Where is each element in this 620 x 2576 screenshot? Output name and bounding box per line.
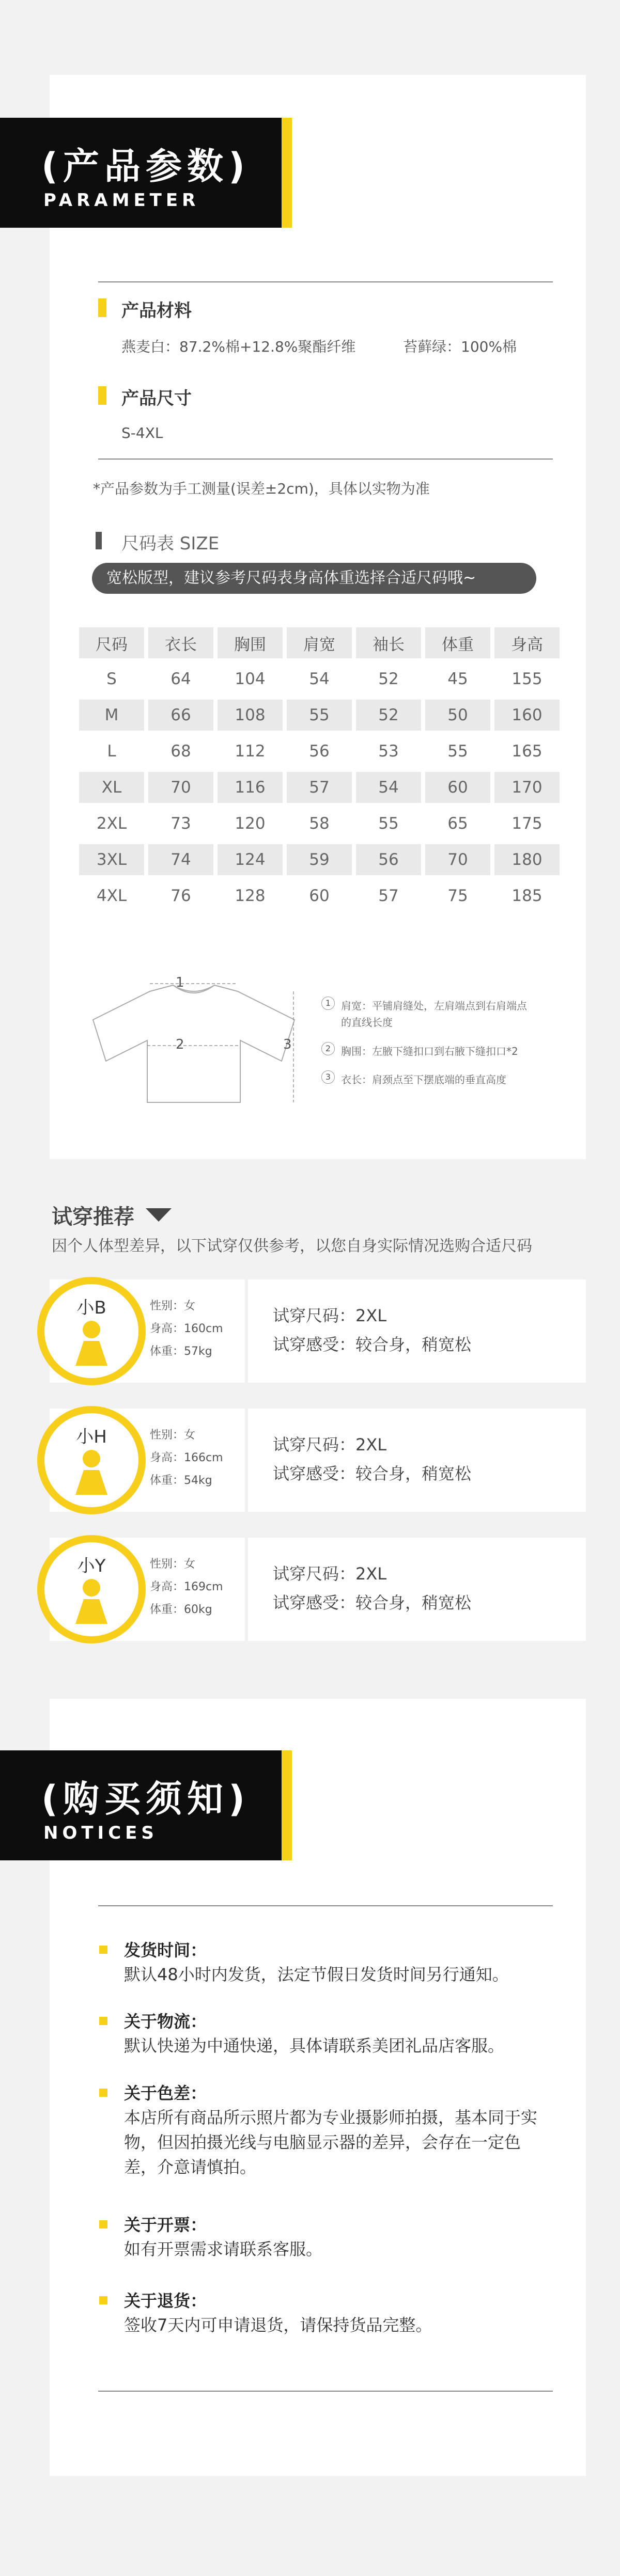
diagram-label-3: 3 [283,1037,292,1052]
table-cell: 175 [512,814,542,833]
header-cell: 尺码 [79,627,144,658]
legend-text-2: 胸围：左腋下缝扣口到右腋下缝扣口*2 [341,1045,518,1057]
parameter-title: (产品参数) [41,145,250,187]
model-avatar-3 [37,1535,146,1643]
table-cell: 45 [447,670,468,688]
garment-diagram [83,971,305,1115]
legend-text-3: 衣长：肩颈点至下摆底端的垂直高度 [341,1073,506,1086]
model-size: 试穿尺码：2XL [273,1564,387,1584]
divider-bottom [98,459,553,460]
header-cell: 胸围 [218,627,283,658]
notice-head-invoice: 关于开票： [124,2215,207,2235]
table-cell: 52 [356,700,421,731]
model-feel: 试穿感受：较合身，稍宽松 [273,1593,472,1613]
model-gender: 性别：女 [150,1558,196,1571]
table-cell: 64 [171,670,191,688]
table-cell: 4XL [96,887,127,905]
notice-marker [99,1946,107,1954]
table-cell: 170 [494,772,560,803]
table-cell: S [106,670,117,688]
size-tip-pill: 宽松版型，建议参考尺码表身高体重选择合适尺码哦~ [92,563,536,594]
woman-icon [73,1578,110,1630]
table-cell: 104 [235,670,266,688]
notice-marker [99,2089,107,2097]
size-marker [98,386,106,405]
model-name: 小B [76,1298,106,1318]
table-cell: 54 [309,670,330,688]
size-heading: 产品尺寸 [121,388,192,409]
header-cell: 袖长 [356,627,421,658]
parameter-title-block [0,118,282,228]
header-cell: 衣长 [148,627,213,658]
notice-marker [99,2220,107,2229]
size-chart-heading: 尺码表 SIZE [121,533,220,554]
notices-divider-top [98,1905,553,1906]
model-weight: 体重：57kg [150,1345,212,1358]
table-cell: 160 [494,700,560,731]
table-cell: 54 [356,772,421,803]
table-cell: 50 [425,700,490,731]
header-cell: 身高 [494,627,560,658]
material-marker [98,298,106,317]
tryon-subtitle: 因个人体型差异，以下试穿仅供参考，以您自身实际情况选购合适尺码 [52,1237,532,1255]
card-divider [245,1279,248,1383]
table-cell: 70 [425,844,490,875]
legend-text-1b: 的直线长度 [341,1016,393,1029]
table-cell: 68 [171,742,191,761]
model-feel: 试穿感受：较合身，稍宽松 [273,1335,472,1354]
model-avatar-2 [37,1406,146,1514]
table-cell: XL [79,772,144,803]
material-right: 苔藓绿：100%棉 [403,338,517,355]
table-cell: 60 [425,772,490,803]
legend-num-2: 2 [321,1042,335,1055]
table-cell: 57 [287,772,352,803]
table-cell: 112 [235,742,266,761]
table-cell: L [107,742,116,761]
measurement-note: *产品参数为手工测量(误差±2cm)，具体以实物为准 [93,480,430,497]
table-cell: 155 [512,670,542,688]
model-weight: 体重：60kg [150,1603,212,1616]
table-row [79,844,560,875]
tryon-title: 试穿推荐 [52,1205,134,1229]
triangle-down-icon [146,1208,172,1222]
model-gender: 性别：女 [150,1429,196,1442]
table-cell: 120 [235,814,266,833]
notice-head-color: 关于色差： [124,2083,207,2103]
diagram-label-2: 2 [176,1037,184,1052]
notice-head-return: 关于退货： [124,2291,207,2311]
table-cell: 65 [447,814,468,833]
notices-subtitle: NOTICES [43,1823,158,1843]
table-cell: 70 [148,772,213,803]
table-cell: 57 [378,887,399,905]
model-height: 身高：166cm [150,1451,223,1464]
notices-title-block [0,1750,282,1860]
table-cell: 185 [512,887,542,905]
table-cell: 56 [309,742,330,761]
model-height: 身高：160cm [150,1322,223,1335]
table-cell: 55 [378,814,399,833]
model-name: 小H [76,1427,107,1447]
divider-top [98,281,553,282]
table-cell: 180 [494,844,560,875]
notices-title: (购买须知) [41,1778,250,1820]
table-cell: 60 [309,887,330,905]
model-size: 试穿尺码：2XL [273,1306,387,1325]
title-accent-bar [282,118,292,228]
legend-num-1: 1 [321,997,335,1010]
table-cell: 56 [356,844,421,875]
model-avatar-1 [37,1277,146,1385]
notice-body-invoice: 如有开票需求请联系客服。 [124,2239,323,2259]
table-row [79,736,560,767]
notice-marker [99,2296,107,2304]
table-cell: 58 [309,814,330,833]
size-chart-marker [96,532,102,549]
legend-num-3: 3 [321,1070,335,1084]
table-cell: 55 [287,700,352,731]
size-table [75,622,564,916]
header-cell: 体重 [425,627,490,658]
legend-text-1: 肩宽：平铺肩缝处，左肩端点到右肩端点 [341,1000,527,1012]
notice-head-shipping: 发货时间： [124,1940,207,1960]
notice-body-shipping: 默认48小时内发货，法定节假日发货时间另行通知。 [124,1965,509,1984]
notice-body-color: 本店所有商品所示照片都为专业摄影师拍摄，基本同于实物，但因拍摄光线与电脑显示器的差异，会存在一定色差，介意请慎拍。 [124,2108,538,2177]
model-name: 小Y [77,1556,106,1576]
header-cell: 肩宽 [287,627,352,658]
table-cell: 73 [171,814,191,833]
card-divider [245,1538,248,1641]
notice-head-logistics: 关于物流： [124,2012,207,2031]
table-row [79,880,560,911]
table-cell: 3XL [79,844,144,875]
table-cell: 74 [148,844,213,875]
table-cell: 165 [512,742,542,761]
model-height: 身高：169cm [150,1581,223,1593]
table-row [79,808,560,839]
material-left: 燕麦白：87.2%棉+12.8%聚酯纤维 [121,338,356,355]
notice-body-logistics: 默认快递为中通快递，具体请联系美团礼品店客服。 [124,2036,505,2056]
material-heading: 产品材料 [121,301,192,321]
table-row [79,772,560,803]
table-row [79,663,560,694]
notices-divider-bottom [98,2391,553,2392]
parameter-subtitle: PARAMETER [43,190,200,211]
woman-icon [73,1320,110,1372]
table-cell: 116 [218,772,283,803]
table-row [79,700,560,731]
model-weight: 体重：54kg [150,1474,212,1487]
table-cell: 2XL [96,814,127,833]
size-range: S-4XL [121,424,163,441]
table-cell: 55 [447,742,468,761]
diagram-label-1: 1 [176,975,184,990]
table-cell: 75 [447,887,468,905]
notice-marker [99,2017,107,2025]
model-gender: 性别：女 [150,1300,196,1313]
model-feel: 试穿感受：较合身，稍宽松 [273,1464,472,1483]
card-divider [245,1409,248,1512]
table-cell: 76 [171,887,191,905]
title-accent-bar [282,1750,292,1860]
table-cell: 53 [378,742,399,761]
table-cell: 52 [378,670,399,688]
table-cell: M [79,700,144,731]
table-cell: 128 [235,887,266,905]
model-size: 试穿尺码：2XL [273,1435,387,1455]
table-cell: 66 [148,700,213,731]
table-cell: 108 [218,700,283,731]
table-cell: 59 [287,844,352,875]
size-table-header [79,627,560,658]
table-cell: 124 [218,844,283,875]
woman-icon [73,1449,110,1501]
notice-body-return: 签收7天内可申请退货，请保持货品完整。 [124,2315,432,2335]
